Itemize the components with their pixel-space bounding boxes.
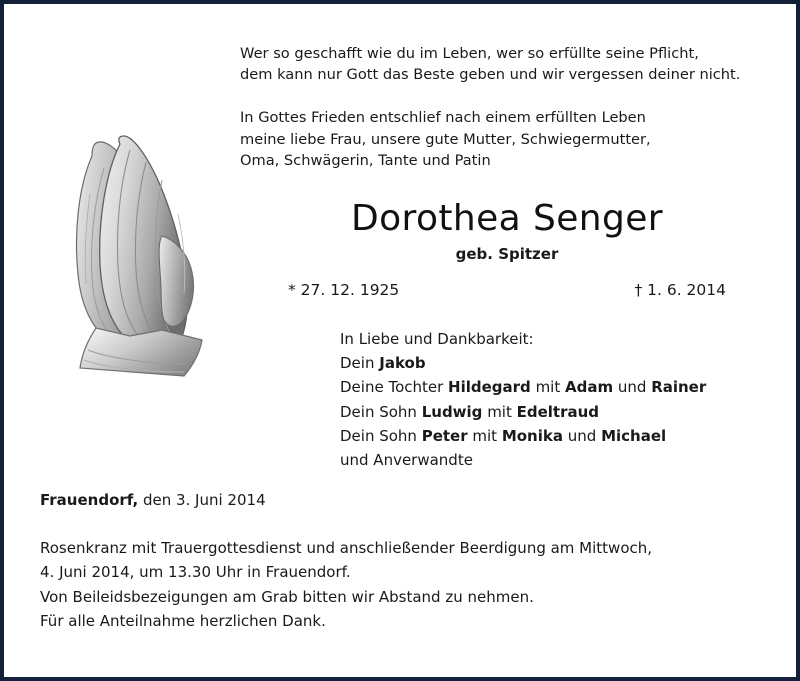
intro-line: In Gottes Frieden entschlief nach einem erfüllten Leben (240, 109, 646, 127)
service-line: Für alle Anteilnahme herzlichen Dank. (40, 611, 326, 630)
survivor-name: Ludwig (421, 402, 483, 421)
death-date: † 1. 6. 2014 (634, 280, 726, 299)
survivors-closing: und Anverwandte (340, 451, 473, 470)
verse-line: Wer so geschafft wie du im Leben, wer so erfüllte seine Pflicht, (240, 45, 699, 62)
obituary-text-column (240, 44, 774, 473)
survivor-line (340, 375, 774, 399)
survivor-line (340, 351, 774, 375)
survivor-name: Jakob (379, 354, 426, 373)
survivor-relation: Dein Sohn (340, 426, 422, 445)
service-line: Rosenkranz mit Trauergottesdienst und anschließender Beerdigung am Mittwoch, (40, 539, 653, 557)
deceased-name: Dorothea Senger (351, 197, 663, 239)
service-line: Von Beileidsbezeigungen am Grab bitten wir Abstand zu nehmen. (40, 587, 534, 606)
verse-block (240, 44, 774, 85)
survivor-name: Peter (421, 426, 468, 445)
survivor-name: Michael (601, 426, 667, 445)
survivor-conjunction: und (613, 378, 652, 397)
survivor-relation: Deine Tochter (340, 378, 449, 397)
obituary-inner (4, 4, 796, 677)
intro-block (240, 107, 774, 171)
survivor-line (340, 424, 774, 448)
survivor-conjunction: mit (467, 426, 502, 445)
service-details (40, 536, 780, 633)
birth-date: * 27. 12. 1925 (288, 280, 400, 299)
deceased-born-name: geb. Spitzer (455, 244, 559, 263)
survivor-name: Monika (501, 426, 563, 445)
survivor-name: Edeltraud (516, 402, 600, 421)
praying-hands-image (34, 114, 234, 379)
verse-line: dem kann nur Gott das Beste geben und wir vergessen deiner nicht. (240, 65, 741, 83)
survivor-conjunction: mit (482, 402, 517, 421)
place-name: Frauendorf, (40, 491, 139, 509)
survivor-name: Adam (565, 378, 614, 397)
intro-line: meine liebe Frau, unsere gute Mutter, Schwiegermutter, (240, 130, 651, 148)
survivor-line (340, 400, 774, 424)
service-line: 4. Juni 2014, um 13.30 Uhr in Frauendorf. (40, 563, 351, 582)
survivor-conjunction: und (562, 426, 602, 445)
life-dates (240, 281, 774, 303)
survivor-name: Hildegard (448, 378, 531, 397)
intro-line: Oma, Schwägerin, Tante und Patin (240, 152, 491, 170)
survivors-block (340, 327, 774, 473)
survivor-relation: Dein (340, 354, 380, 373)
place-date: den 3. Juni 2014 (138, 491, 266, 509)
survivors-heading: In Liebe und Dankbarkeit: (340, 329, 534, 348)
place-and-date (40, 491, 266, 509)
survivor-conjunction: mit (530, 378, 565, 397)
survivor-name: Rainer (651, 378, 707, 397)
survivor-relation: Dein Sohn (340, 402, 422, 421)
